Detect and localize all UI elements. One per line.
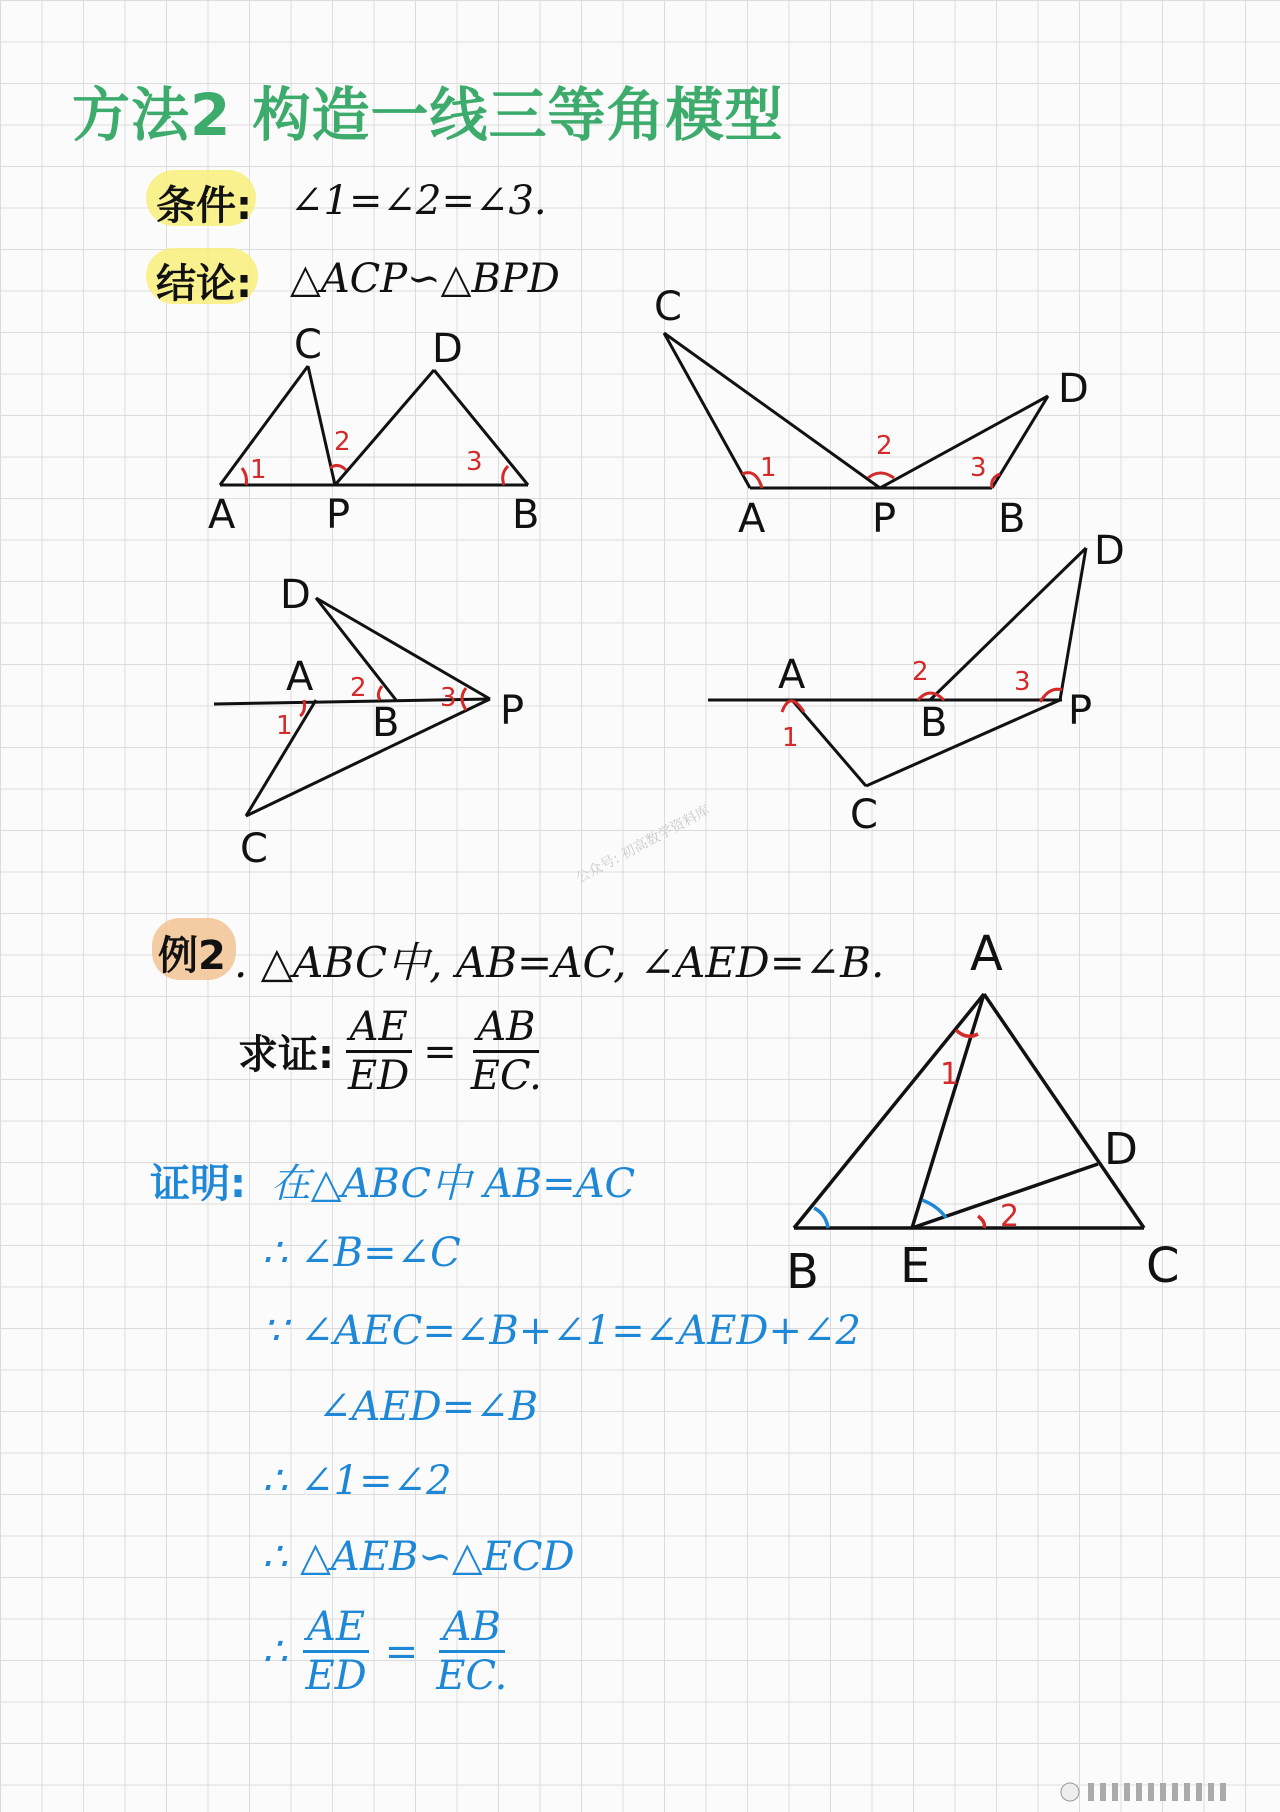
fig1-angle-1: 1 — [250, 455, 267, 485]
fig1-label-B: B — [512, 492, 540, 538]
fig4-label-B: B — [920, 700, 948, 746]
prove-equals: = — [423, 1028, 457, 1075]
condition-text: ∠1=∠2=∠3. — [290, 178, 547, 224]
fig2-label-B: B — [998, 496, 1026, 542]
fig4-label-A: A — [778, 652, 806, 698]
prove-frac-left-num: AE — [346, 1004, 412, 1053]
corner-watermark-bars — [1058, 1780, 1250, 1804]
example-tag: 例2 — [158, 933, 226, 979]
fig2-angle-1: 1 — [760, 453, 777, 483]
proof-line-6-prefix: ∴ — [262, 1628, 288, 1675]
proof-equals: = — [384, 1628, 419, 1675]
example-label-A: A — [970, 926, 1003, 982]
fig1-label-A: A — [208, 492, 236, 538]
watermark: 公众号: 初高数学资料库 — [573, 802, 713, 887]
fig4-label-P: P — [1068, 688, 1093, 734]
fig4-label-D: D — [1094, 528, 1125, 574]
example-label-C: C — [1146, 1238, 1180, 1294]
fig3-label-P: P — [500, 688, 525, 734]
fig3-angle-2: 2 — [350, 673, 367, 703]
fig2-label-D: D — [1058, 366, 1089, 412]
proof-line-0 — [150, 1152, 635, 1209]
prove-frac-right-num: AB — [473, 1004, 539, 1053]
proof-line-6 — [262, 1604, 511, 1699]
proof-frac-right-num: AB — [439, 1604, 505, 1653]
proof-fraction-left — [301, 1604, 370, 1699]
proof-line-1: ∴ ∠B=∠C — [262, 1230, 461, 1276]
proof-frac-left-den: ED — [305, 1653, 367, 1699]
fig2-angle-2: 2 — [876, 431, 893, 461]
fig3-angle-3: 3 — [440, 683, 457, 713]
prove-label: 求证: — [238, 1032, 334, 1078]
proof-fraction-right — [432, 1604, 511, 1699]
fig3-label-B: B — [372, 700, 400, 746]
fig4-label-C: C — [850, 792, 878, 838]
fig1-angle-3: 3 — [466, 447, 483, 477]
example-statement: . △ABC中, AB=AC, ∠AED=∠B. — [234, 938, 885, 987]
fig3-label-D: D — [280, 572, 311, 618]
fig2-angle-3: 3 — [970, 453, 987, 483]
fig3-label-A: A — [286, 654, 314, 700]
fig2-label-P: P — [872, 496, 897, 542]
prove-frac-right-den: EC. — [470, 1053, 542, 1099]
example-triangle — [794, 994, 1144, 1228]
proof-line-4: ∴ ∠1=∠2 — [262, 1458, 452, 1504]
prove-line — [238, 1004, 546, 1099]
example-label-E: E — [900, 1238, 931, 1294]
fig2-label-C: C — [654, 284, 682, 330]
figure-2 — [664, 333, 1048, 488]
conclusion-tag: 结论: — [156, 261, 252, 307]
prove-frac-left-den: ED — [348, 1053, 410, 1099]
fig1-label-D: D — [432, 326, 463, 372]
condition-tag: 条件: — [156, 183, 252, 229]
conclusion-text: △ACP∽△BPD — [290, 256, 560, 302]
prove-fraction-right — [467, 1004, 546, 1099]
fig4-angle-2: 2 — [912, 657, 929, 687]
fig3-angle-1: 1 — [276, 711, 293, 741]
example-angle-2: 2 — [1000, 1199, 1020, 1234]
fig1-angle-2: 2 — [334, 427, 351, 457]
fig2-label-A: A — [738, 496, 766, 542]
example-angle-1: 1 — [940, 1057, 960, 1092]
prove-fraction-left — [344, 1004, 413, 1099]
proof-line-3: ∠AED=∠B — [318, 1384, 539, 1430]
fig1-label-C: C — [294, 322, 322, 368]
fig4-angle-3: 3 — [1014, 667, 1031, 697]
fig4-angle-1: 1 — [782, 723, 799, 753]
proof-line-0-text: 在△ABC中 AB=AC — [270, 1161, 636, 1207]
proof-frac-left-num: AE — [303, 1604, 369, 1653]
example-label-D: D — [1104, 1124, 1138, 1175]
fig1-label-P: P — [326, 492, 351, 538]
page-title: 方法2 构造一线三等角模型 — [72, 81, 784, 149]
proof-label: 证明: — [150, 1161, 246, 1207]
example-label-B: B — [786, 1244, 819, 1300]
proof-line-2: ∵ ∠AEC=∠B+∠1=∠AED+∠2 — [262, 1308, 861, 1354]
proof-frac-right-den: EC. — [436, 1653, 508, 1699]
fig3-label-C: C — [240, 826, 268, 872]
proof-line-5: ∴ △AEB∽△ECD — [262, 1534, 575, 1580]
